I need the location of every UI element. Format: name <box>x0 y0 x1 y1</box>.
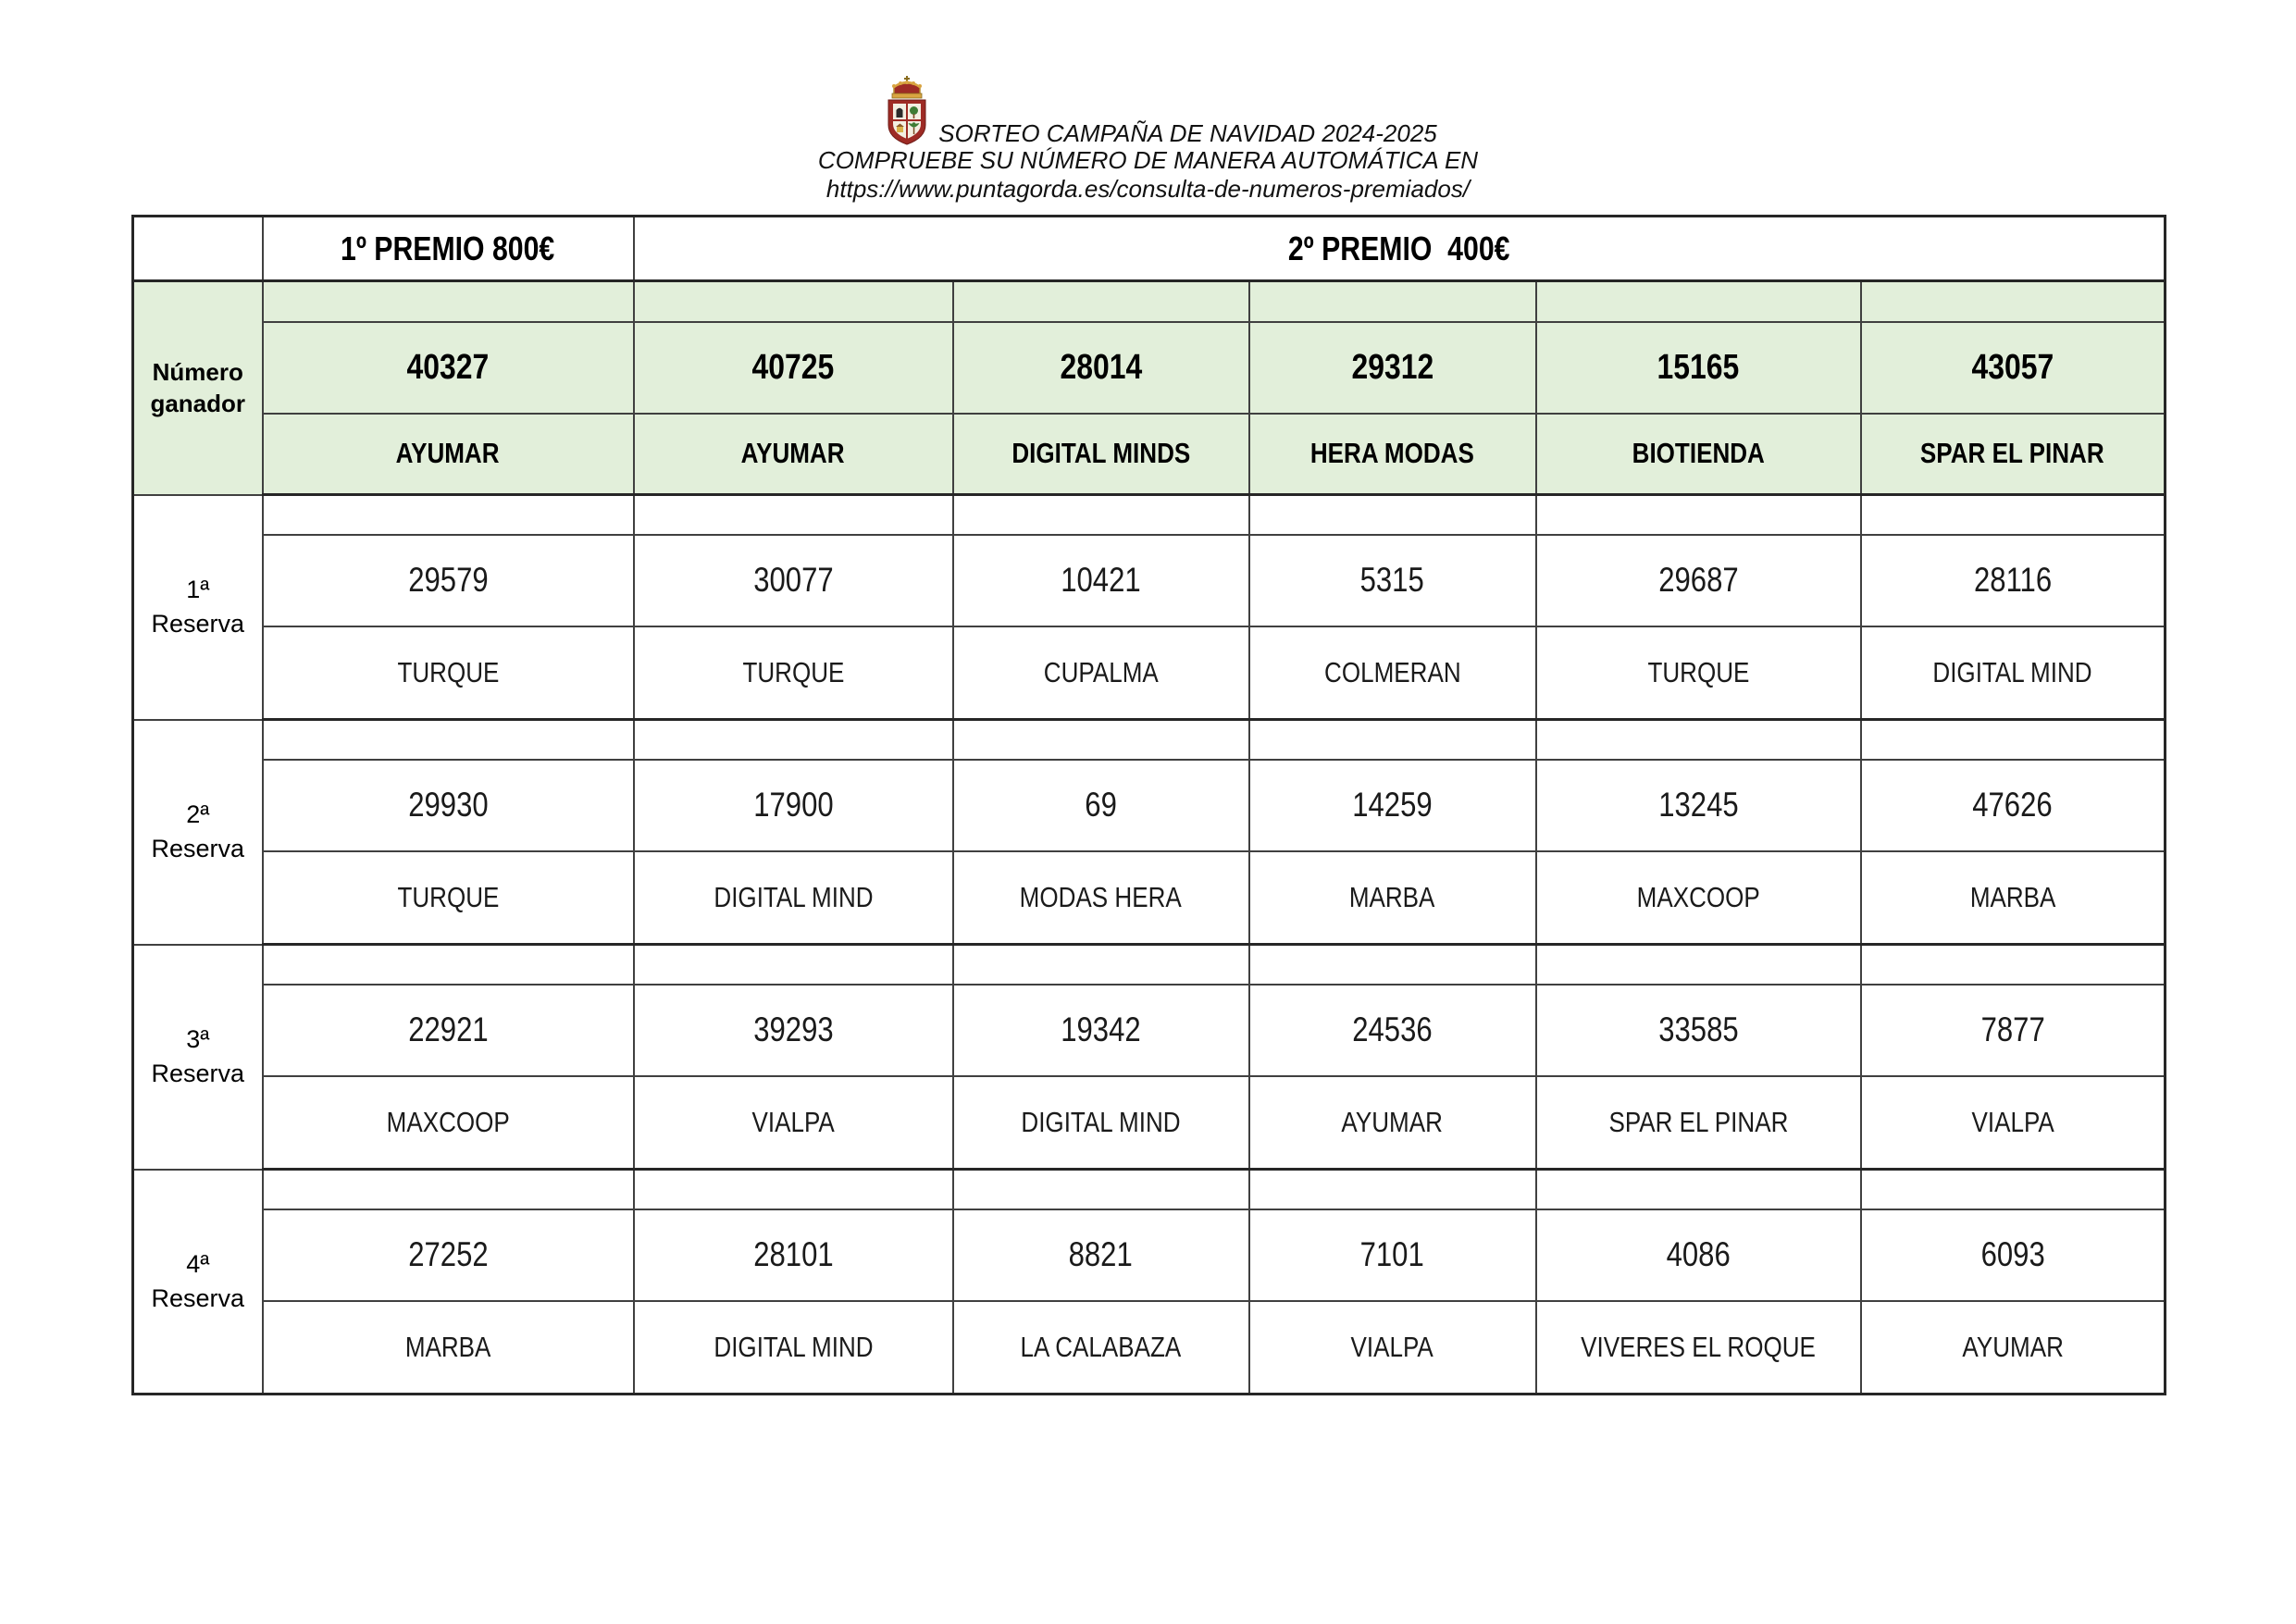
reserve-number-cell <box>263 985 634 1076</box>
reserve-number-row <box>133 1209 2166 1301</box>
reserve-name: LA CALABAZA <box>1020 1330 1182 1363</box>
reserve-spacer-row <box>133 945 2166 985</box>
reserve-name-cell <box>1536 1076 1861 1170</box>
reserve-number-row <box>133 535 2166 626</box>
reserve-name-cell <box>1536 851 1861 945</box>
reserve-name-row <box>133 851 2166 945</box>
winner-spacer-row <box>133 281 2166 322</box>
winner-name-cell <box>634 414 953 495</box>
reserve-name: VIALPA <box>1350 1330 1434 1363</box>
reserve-number: 17900 <box>752 786 834 824</box>
reserve-row-label: 3ª Reserva <box>133 945 263 1170</box>
spacer-cell <box>1536 495 1861 535</box>
winner-number-cell <box>1249 322 1536 414</box>
reserve-name-cell <box>1249 1076 1536 1170</box>
reserve-number: 28116 <box>1973 561 2052 599</box>
spacer-cell <box>953 1170 1249 1209</box>
spacer-cell <box>1861 945 2166 985</box>
title-row <box>885 76 1437 146</box>
spacer-cell <box>1861 495 2166 535</box>
reserve-row-label: 4ª Reserva <box>133 1170 263 1395</box>
winner-number-cell <box>953 322 1249 414</box>
reserve-name-cell <box>263 1301 634 1395</box>
reserve-number-cell <box>1536 1209 1861 1301</box>
spacer-cell <box>1861 720 2166 760</box>
winner-number: 40327 <box>406 347 490 387</box>
reserve-number-cell <box>1249 985 1536 1076</box>
winner-name-cell <box>953 414 1249 495</box>
winner-name-row <box>133 414 2166 495</box>
reserve-name-row <box>133 1076 2166 1170</box>
reserve-number: 69 <box>1085 786 1117 824</box>
reserve-name-cell <box>1249 1301 1536 1395</box>
spacer-cell <box>1536 945 1861 985</box>
spacer-cell <box>953 281 1249 322</box>
reserve-name-cell <box>1249 851 1536 945</box>
reserve-name-cell <box>1861 1076 2166 1170</box>
reserve-name: DIGITAL MIND <box>713 880 874 913</box>
reserve-name: TURQUE <box>742 655 844 688</box>
reserve-name-row <box>133 1301 2166 1395</box>
reserve-number-row <box>133 760 2166 851</box>
reserve-number: 5315 <box>1359 561 1425 599</box>
winner-number: 40725 <box>751 347 835 387</box>
spacer-cell <box>1249 720 1536 760</box>
reserve-name-cell <box>1861 626 2166 720</box>
first-prize-header-cell <box>263 217 634 281</box>
title-line2: COMPRUEBE SU NÚMERO DE MANERA AUTOMÁTICA EN <box>817 146 1479 174</box>
reserve-name-cell <box>953 851 1249 945</box>
spacer-cell <box>1249 495 1536 535</box>
prize-header-row <box>133 217 2166 281</box>
reserve-name-cell <box>1536 626 1861 720</box>
winner-name: AYUMAR <box>396 437 500 470</box>
reserve-number-row <box>133 985 2166 1076</box>
second-prize-label: 2º PREMIO 400€ <box>1287 229 1510 267</box>
spacer-cell <box>263 281 634 322</box>
winner-name: HERA MODAS <box>1309 437 1474 470</box>
reserve-name: MAXCOOP <box>386 1105 510 1138</box>
spacer-cell <box>634 945 953 985</box>
reserve-number-cell <box>263 760 634 851</box>
reserve-name: TURQUE <box>397 655 499 688</box>
reserve-name: CUPALMA <box>1043 655 1159 688</box>
reserve-name-cell <box>263 626 634 720</box>
spacer-cell <box>1536 281 1861 322</box>
reserve-name-cell <box>1861 851 2166 945</box>
reserve-name: SPAR EL PINAR <box>1608 1105 1788 1138</box>
reserve-name-row <box>133 626 2166 720</box>
reserve-spacer-row <box>133 1170 2166 1209</box>
winner-number-row <box>133 322 2166 414</box>
reserve-name-cell <box>953 1301 1249 1395</box>
document-header <box>0 76 2296 204</box>
winner-number: 15165 <box>1657 347 1740 387</box>
reserve-name-cell <box>1536 1301 1861 1395</box>
reserve-spacer-row <box>133 495 2166 535</box>
winner-row-label: Número ganador <box>133 281 263 495</box>
reserve-number: 19342 <box>1061 1010 1141 1048</box>
reserve-row-label: 2ª Reserva <box>133 720 263 945</box>
winner-number: 28014 <box>1060 347 1142 387</box>
reserve-name: DIGITAL MIND <box>713 1330 874 1363</box>
reserve-name: DIGITAL MIND <box>1932 655 2092 688</box>
reserve-number: 7877 <box>1980 1010 2045 1048</box>
reserve-number-cell <box>263 1209 634 1301</box>
reserve-name-cell <box>634 626 953 720</box>
winner-number-cell <box>1536 322 1861 414</box>
reserve-number-cell <box>1861 760 2166 851</box>
reserve-number-cell <box>1536 985 1861 1076</box>
reserve-number-cell <box>1536 760 1861 851</box>
reserve-number-cell <box>953 535 1249 626</box>
reserve-number: 39293 <box>752 1010 834 1048</box>
reserve-name: DIGITAL MIND <box>1021 1105 1181 1138</box>
reserve-name: TURQUE <box>1647 655 1749 688</box>
reserve-number-cell <box>634 1209 953 1301</box>
spacer-cell <box>1249 1170 1536 1209</box>
spacer-cell <box>634 281 953 322</box>
winner-name-cell <box>263 414 634 495</box>
reserve-name-cell <box>953 1076 1249 1170</box>
reserve-name: AYUMAR <box>1962 1330 2064 1363</box>
second-prize-header-cell <box>634 217 2166 281</box>
spacer-cell <box>634 1170 953 1209</box>
reserve-spacer-row <box>133 720 2166 760</box>
reserve-name: MAXCOOP <box>1636 880 1760 913</box>
reserve-name: MODAS HERA <box>1019 880 1183 913</box>
reserve-number-cell <box>1249 1209 1536 1301</box>
reserve-number: 14259 <box>1352 786 1433 824</box>
winner-name: BIOTIENDA <box>1632 437 1765 470</box>
winner-number-cell <box>634 322 953 414</box>
reserve-name-cell <box>1861 1301 2166 1395</box>
spacer-cell <box>263 495 634 535</box>
reserve-name: MARBA <box>1349 880 1435 913</box>
spacer-cell <box>953 945 1249 985</box>
first-prize-label: 1º PREMIO 800€ <box>341 229 555 267</box>
reserve-number: 27252 <box>407 1235 489 1273</box>
puntagorda-coat-of-arms-icon <box>885 76 929 146</box>
reserve-number: 10421 <box>1061 561 1141 599</box>
winner-number: 29312 <box>1351 347 1433 387</box>
reserve-name: COLMERAN <box>1323 655 1461 688</box>
reserve-number-cell <box>953 985 1249 1076</box>
reserve-name-cell <box>953 626 1249 720</box>
winner-name-cell <box>1861 414 2166 495</box>
reserve-number-cell <box>1861 1209 2166 1301</box>
reserve-name: MARBA <box>404 1330 491 1363</box>
reserve-number-cell <box>1249 760 1536 851</box>
reserve-number: 7101 <box>1359 1235 1425 1273</box>
reserve-number: 29579 <box>407 561 489 599</box>
reserve-number-cell <box>1249 535 1536 626</box>
spacer-cell <box>263 945 634 985</box>
spacer-cell <box>1249 281 1536 322</box>
reserve-number-cell <box>634 535 953 626</box>
spacer-cell <box>263 720 634 760</box>
spacer-cell <box>263 1170 634 1209</box>
spacer-cell <box>1861 281 2166 322</box>
reserve-number: 8821 <box>1068 1235 1134 1273</box>
reserve-name: VIVERES EL ROQUE <box>1581 1330 1816 1363</box>
winner-number-cell <box>263 322 634 414</box>
reserve-number: 29687 <box>1657 561 1739 599</box>
winner-name: DIGITAL MINDS <box>1011 437 1190 470</box>
spacer-cell <box>1861 1170 2166 1209</box>
reserve-number: 29930 <box>407 786 489 824</box>
reserve-number: 22921 <box>407 1010 489 1048</box>
reserve-name: TURQUE <box>397 880 499 913</box>
reserve-number-cell <box>263 535 634 626</box>
winner-number: 43057 <box>1971 347 2054 387</box>
spacer-cell <box>634 495 953 535</box>
corner-cell <box>133 217 263 281</box>
reserve-number-cell <box>1861 985 2166 1076</box>
reserve-number: 13245 <box>1657 786 1739 824</box>
reserve-name-cell <box>634 1076 953 1170</box>
reserve-name-cell <box>634 1301 953 1395</box>
spacer-cell <box>1249 945 1536 985</box>
winner-name: AYUMAR <box>741 437 845 470</box>
reserve-name: VIALPA <box>1971 1105 2054 1138</box>
winner-number-cell <box>1861 322 2166 414</box>
reserve-number-cell <box>1861 535 2166 626</box>
reserve-row-label: 1ª Reserva <box>133 495 263 720</box>
reserve-name-cell <box>263 851 634 945</box>
prize-results-table <box>131 215 2166 1395</box>
reserve-name: MARBA <box>1969 880 2056 913</box>
spacer-cell <box>953 720 1249 760</box>
title-line1: SORTEO CAMPAÑA DE NAVIDAD 2024-2025 <box>938 119 1437 147</box>
reserve-name-cell <box>1249 626 1536 720</box>
reserve-name-cell <box>634 851 953 945</box>
winner-name: SPAR EL PINAR <box>1920 437 2105 470</box>
reserve-number-cell <box>953 1209 1249 1301</box>
reserve-number-cell <box>634 985 953 1076</box>
reserve-name: AYUMAR <box>1341 1105 1444 1138</box>
reserve-number-cell <box>634 760 953 851</box>
title-line3-url: https://www.puntagorda.es/consulta-de-numeros-premiados/ <box>825 175 1471 203</box>
spacer-cell <box>1536 720 1861 760</box>
spacer-cell <box>953 495 1249 535</box>
spacer-cell <box>634 720 953 760</box>
reserve-number: 6093 <box>1980 1235 2045 1273</box>
winner-name-cell <box>1249 414 1536 495</box>
reserve-number: 24536 <box>1352 1010 1433 1048</box>
reserve-name: VIALPA <box>751 1105 835 1138</box>
reserve-number: 47626 <box>1972 786 2053 824</box>
reserve-name-cell <box>263 1076 634 1170</box>
reserve-number-cell <box>953 760 1249 851</box>
reserve-number-cell <box>1536 535 1861 626</box>
reserve-number: 33585 <box>1657 1010 1739 1048</box>
reserve-number: 30077 <box>752 561 834 599</box>
reserve-number: 28101 <box>752 1235 834 1273</box>
winner-name-cell <box>1536 414 1861 495</box>
spacer-cell <box>1536 1170 1861 1209</box>
reserve-number: 4086 <box>1666 1235 1731 1273</box>
